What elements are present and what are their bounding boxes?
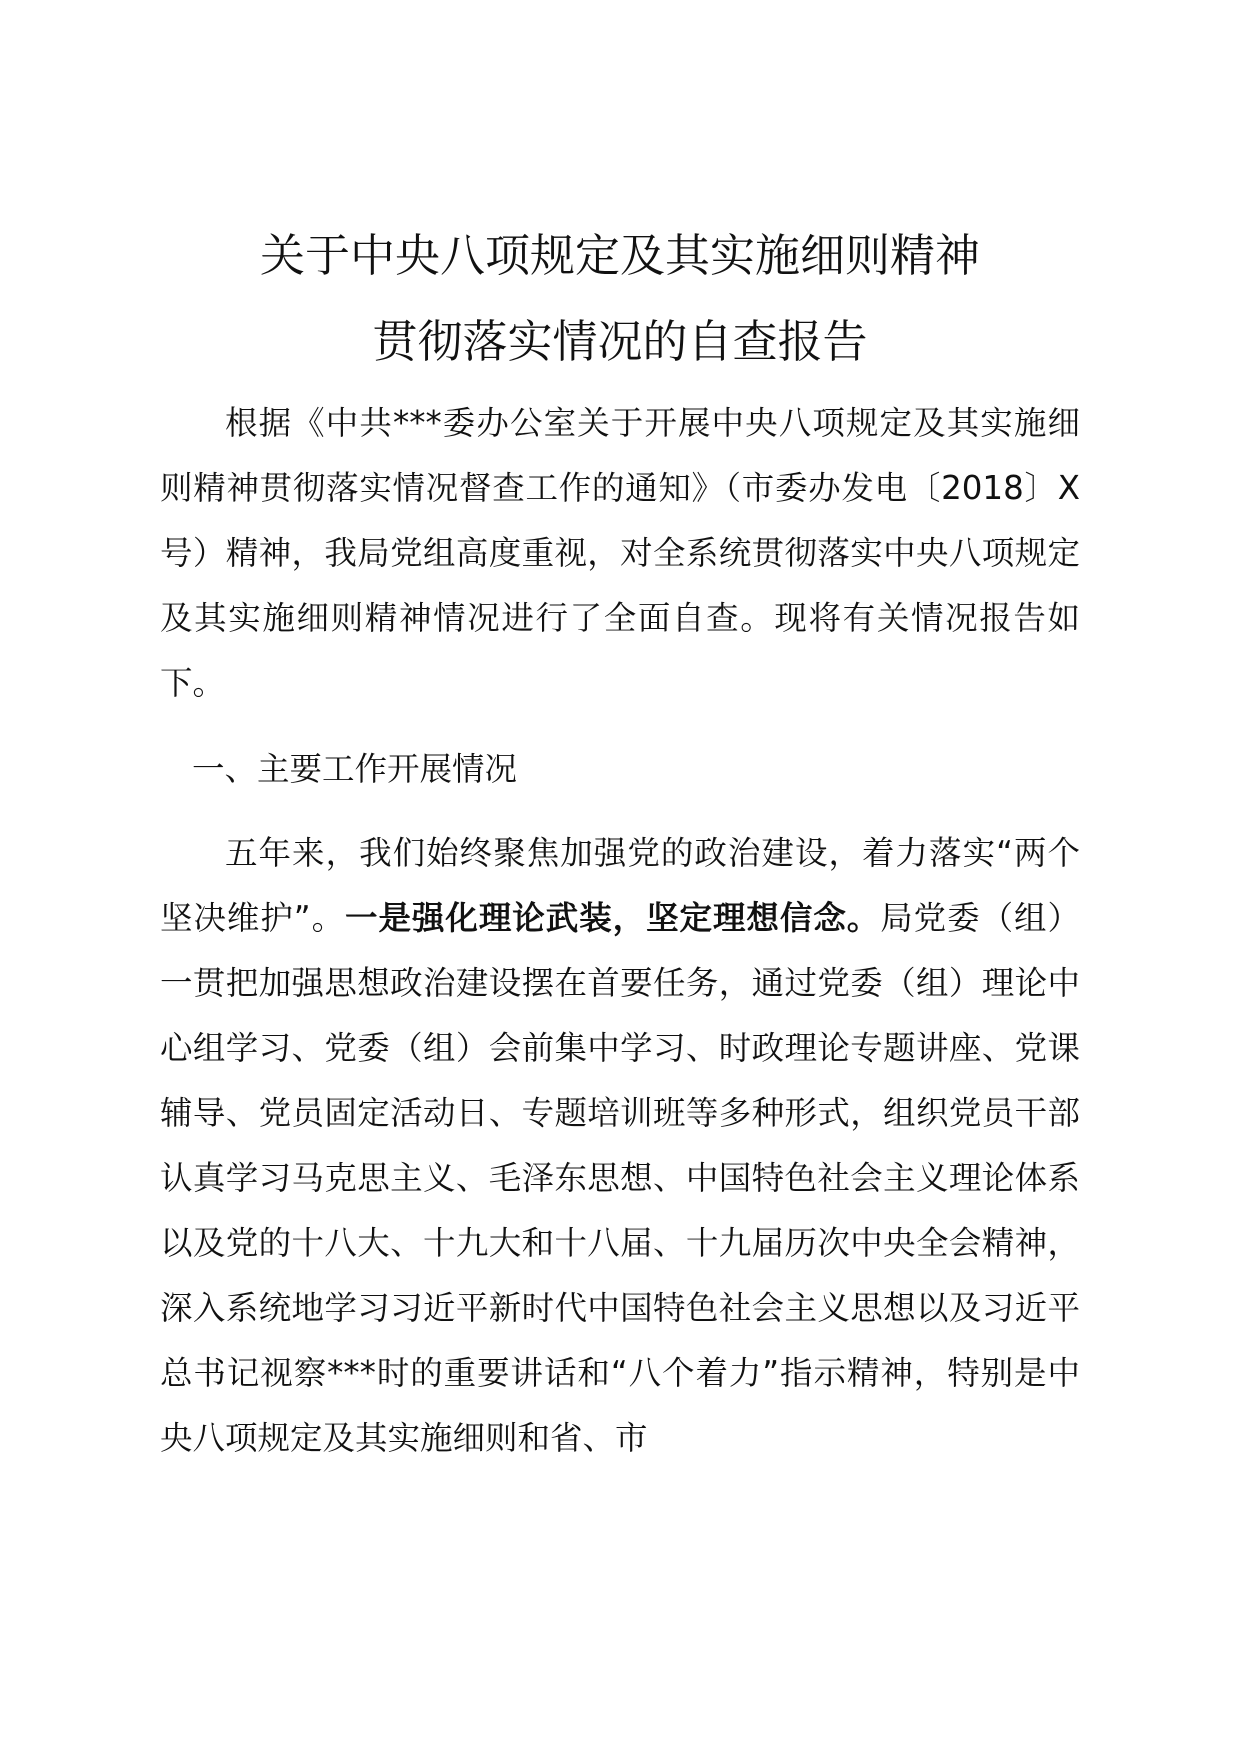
section-heading: 一、主要工作开展情况 [192,750,518,788]
paragraph-lead: 五年来，我们始终聚焦加强党的政治建设，着力落实“两个坚决维护”。 [160,834,1080,937]
intro-paragraph: 根据《中共***委办公室关于开展中央八项规定及其实施细则精神贯彻落实情况督查工作的通知》（市委办发电〔2018〕X号）精神，我局党组高度重视，对全系统贯彻落实中央八项规定及其实施细则精神情况进行了全面自查。现将有关情况报告如下。 [160,404,1080,702]
document-title-line-2: 贯彻落实情况的自查报告 [372,315,868,368]
emphasized-point: 一是强化理论武装，坚定理想信念。 [345,899,881,937]
paragraph-body: 局党委（组）一贯把加强思想政治建设摆在首要任务，通过党委（组）理论中心组学习、党委（组）会前集中学习、时政理论专题讲座、党课辅导、党员固定活动日、专题培训班等多种形式，组织党员干部认真学习马克思主义、毛泽东思想、中国特色社会主义理论体系以及党的十八大、十九大和十八届、十九届历次中央全会精神，深入系统地学习习近平新时代中国特色社会主义思想以及习近平总书记视察***时的重要讲话和“八个着力”指示精神，特别是中央八项规定及其实施细则和省、市 [160,899,1080,1457]
document-title-line-1: 关于中央八项规定及其实施细则精神 [259,229,980,282]
main-paragraph [160,821,1080,1471]
